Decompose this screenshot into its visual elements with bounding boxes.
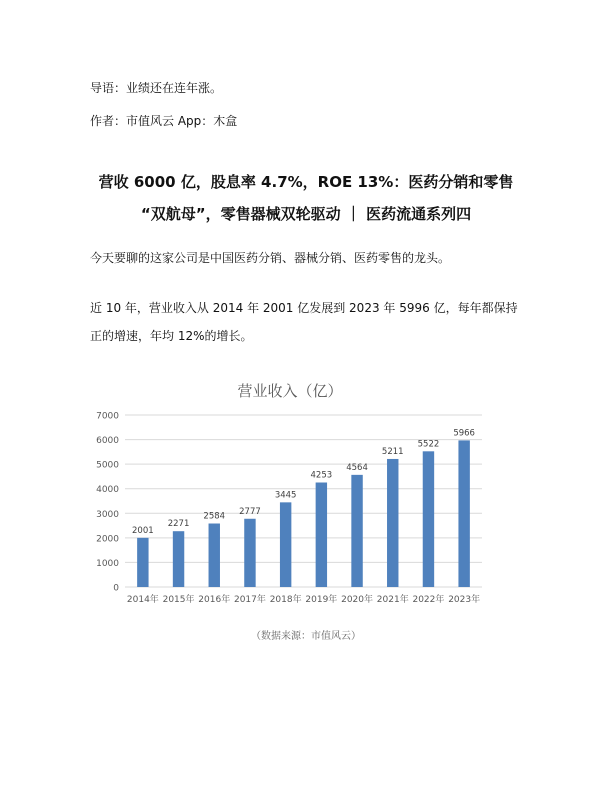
lead-text: 导语：业绩还在连年涨。 [90,81,223,95]
x-tick-label: 2021年 [376,595,409,605]
bar-value-label: 3445 [274,490,297,501]
y-tick-label: 3000 [96,509,119,520]
bar-value-label: 2584 [203,511,226,522]
y-tick-label: 7000 [96,411,119,422]
y-tick-label: 5000 [96,460,119,471]
chart-source-caption: （数据来源：市值风云） [251,631,361,642]
x-tick-label: 2016年 [198,595,231,605]
y-tick-label: 1000 [96,558,119,569]
paragraph-2: 近 10 年，营业收入从 2014 年 2001 亿发展到 2023 年 5996 亿，每年都保持正的增速，年均 12%的增长。 [90,301,518,343]
y-tick-label: 6000 [96,436,119,447]
bar-2019年 [316,482,327,587]
bar-2018年 [280,502,291,587]
x-tick-label: 2023年 [448,595,481,605]
y-tick-label: 2000 [96,534,119,545]
revenue-chart-svg [80,374,500,614]
x-tick-label: 2019年 [305,595,338,605]
bar-2014年 [137,538,148,587]
chart-y-axis [96,412,119,594]
bar-value-label: 4253 [310,470,333,481]
x-tick-label: 2020年 [341,595,374,605]
bar-2021年 [387,459,398,587]
chart-title: 营业收入（亿） [237,382,343,400]
y-tick-label: 0 [113,583,119,594]
author-text: 作者：市值风云 App：木盒 [90,114,238,128]
x-tick-label: 2017年 [233,595,266,605]
bar-value-label: 2001 [132,525,154,536]
bar-2020年 [351,475,362,587]
x-tick-label: 2015年 [162,595,195,605]
bar-2015年 [173,531,184,587]
headline-line-1: 营收 6000 亿，股息率 4.7%，ROE 13%：医药分销和零售 [98,173,514,191]
bar-value-label: 2271 [167,519,190,530]
bar-value-label: 5522 [417,439,440,450]
bar-2022年 [423,451,434,587]
bar-2023年 [458,440,469,587]
bar-2017年 [244,519,255,587]
y-tick-label: 4000 [96,485,119,496]
bar-value-label: 5211 [381,446,404,457]
x-tick-label: 2022年 [412,595,445,605]
chart-x-axis [127,593,480,605]
bar-value-label: 5966 [453,428,475,439]
headline-line-2: “双航母”，零售器械双轮驱动 ｜ 医药流通系列四 [140,205,472,223]
x-tick-label: 2018年 [269,595,302,605]
revenue-chart [80,374,500,614]
paragraph-1: 今天要聊的这家公司是中国医药分销、器械分销、医药零售的龙头。 [90,251,451,265]
bar-2016年 [209,524,220,587]
bar-value-label: 4564 [346,462,368,473]
bar-value-label: 2777 [239,506,261,517]
x-tick-label: 2014年 [126,595,159,605]
